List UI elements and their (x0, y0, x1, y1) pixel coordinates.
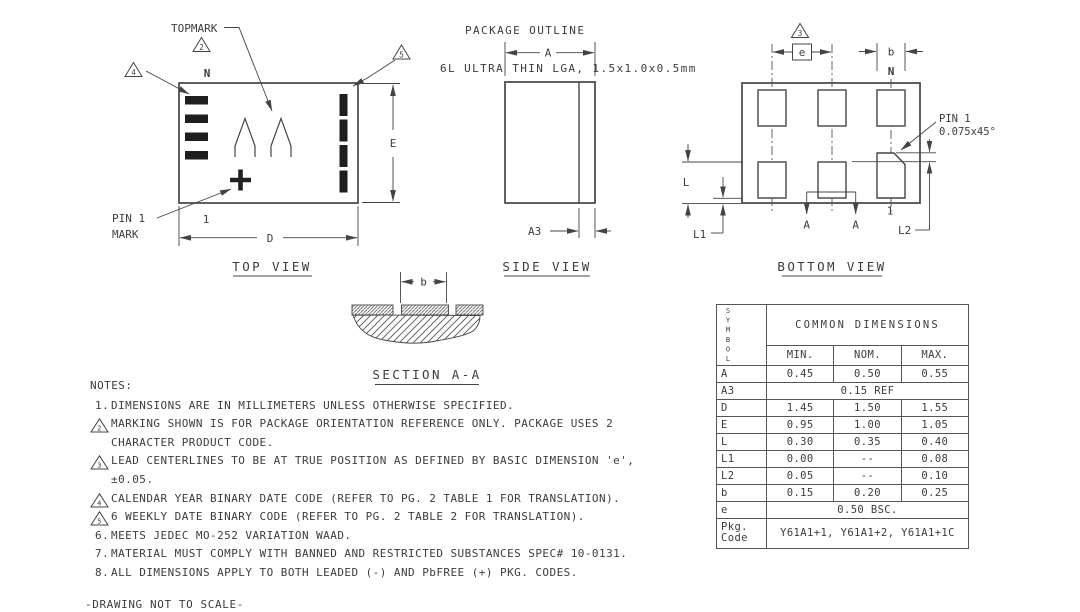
symbol-header-label: SYMBOL (724, 307, 732, 365)
svg-text:3: 3 (97, 461, 102, 470)
pin1-mark-label-line1: PIN 1 (112, 212, 146, 225)
topmark-label: TOPMARK (171, 22, 218, 35)
table-row: A3 0.15 REF (717, 382, 969, 399)
pin1-pad-chamfered (877, 153, 905, 198)
title-line1: PACKAGE OUTLINE (465, 24, 586, 37)
section-arrow-label-left: A (803, 218, 811, 232)
note-triangle-4-icon (90, 490, 111, 508)
notes-block (90, 377, 665, 583)
symbol-header-cell (717, 305, 767, 366)
note-item-3 (90, 452, 665, 471)
table-row: L1 0.00 -- 0.08 (717, 450, 969, 467)
note-number: 6. (95, 528, 110, 542)
pin1-callout-line2: 0.075x45° (939, 126, 996, 138)
bottom-view-n-label: N (887, 65, 895, 78)
dim-l-l1 (682, 144, 742, 233)
dim-label-e-pitch: e (798, 46, 806, 59)
note-item-3-cont (90, 471, 665, 490)
dim-label-b-bottom: b (887, 45, 895, 59)
note-number: 8. (95, 565, 110, 579)
svg-text:5: 5 (399, 50, 404, 60)
note-ref-triangle-4-icon (125, 63, 189, 95)
top-view-pin1-number: 1 (202, 213, 210, 226)
svg-text:4: 4 (131, 67, 136, 77)
svg-text:3: 3 (797, 28, 803, 38)
note-item-2 (90, 415, 665, 434)
section-body-hatched (353, 315, 480, 343)
bottom-view-caption: BOTTOM VIEW (777, 259, 887, 274)
table-row: L2 0.05 -- 0.10 (717, 467, 969, 484)
pin1-mark-label-line2: MARK (112, 228, 139, 241)
col-header-nom: NOM. (834, 345, 901, 365)
note-text: MARKING SHOWN IS FOR PACKAGE ORIENTATION REFERENCE ONLY. PACKAGE USES 2 (111, 417, 614, 431)
note-item-2-cont (90, 434, 665, 453)
svg-text:4: 4 (97, 499, 102, 508)
note-text: DIMENSIONS ARE IN MILLIMETERS UNLESS OTHERWISE SPECIFIED. (111, 398, 515, 412)
note-item-7 (90, 545, 665, 564)
note-triangle-5-icon (90, 508, 111, 526)
notes-heading: NOTES: (90, 379, 133, 392)
table-row: L 0.30 0.35 0.40 (717, 433, 969, 450)
section-pad-strip (352, 305, 483, 315)
dim-label-a3: A3 (528, 225, 542, 238)
note-triangle-2-icon (90, 415, 111, 433)
top-view-n-label: N (203, 67, 211, 80)
dimension-table (716, 304, 969, 549)
dim-label-l1: L1 (693, 228, 707, 241)
note-triangle-3-icon (90, 452, 111, 470)
note-item-6 (90, 527, 665, 546)
note-ref-triangle-3-icon (792, 24, 809, 38)
table-row: D 1.45 1.50 1.55 (717, 399, 969, 416)
note-text: CHARACTER PRODUCT CODE. (111, 435, 274, 449)
note-text: LEAD CENTERLINES TO BE AT TRUE POSITION AS DEFINED BY BASIC DIMENSION 'e', (111, 454, 635, 468)
note-item-1 (90, 397, 665, 416)
dim-label-b-section: b (420, 275, 427, 289)
bottom-view (682, 24, 996, 277)
table-row: A 0.45 0.50 0.55 (717, 365, 969, 382)
section-view-caption: SECTION A-A (372, 367, 482, 382)
note-text: CALENDAR YEAR BINARY DATE CODE (REFER TO PG. 2 TABLE 1 FOR TRANSLATION). (111, 491, 621, 505)
drawing-title (440, 0, 697, 88)
svg-text:2: 2 (97, 424, 102, 433)
dim-label-l2: L2 (898, 224, 912, 237)
svg-text:2: 2 (199, 42, 204, 52)
pin1-callout-line1: PIN 1 (939, 113, 971, 125)
dim-label-l: L (682, 176, 690, 189)
note-ref-triangle-5-icon (353, 45, 410, 86)
note-item-5 (90, 508, 665, 527)
section-view (352, 272, 483, 385)
dim-a3 (550, 208, 611, 238)
table-row: E 0.95 1.00 1.05 (717, 416, 969, 433)
common-dimensions-header: COMMON DIMENSIONS (767, 305, 969, 346)
col-header-max: MAX. (901, 345, 968, 365)
note-number: 1. (95, 398, 110, 412)
note-ref-triangle-2-icon (193, 38, 210, 52)
note-text: ±0.05. (111, 472, 154, 486)
top-view-caption: TOP VIEW (232, 259, 312, 274)
svg-text:5: 5 (97, 517, 102, 526)
note-text: ALL DIMENSIONS APPLY TO BOTH LEADED (-) AND PbFREE (+) PKG. CODES. (111, 565, 578, 579)
note-text: 6 WEEKLY DATE BINARY CODE (REFER TO PG. 2 TABLE 2 FOR TRANSLATION). (111, 510, 585, 524)
side-view-package-outline (505, 82, 595, 203)
bottom-view-pin1-number: 1 (886, 204, 894, 218)
not-to-scale-note: -DRAWING NOT TO SCALE- (85, 598, 244, 611)
side-view-caption: SIDE VIEW (502, 259, 592, 274)
note-item-4 (90, 490, 665, 509)
table-row: Pkg. Code Y61A1+1, Y61A1+2, Y61A1+1C (717, 518, 969, 548)
dim-label-e: E (389, 137, 397, 150)
col-header-min: MIN. (767, 345, 834, 365)
note-number: 7. (95, 547, 110, 561)
note-text: MEETS JEDEC MO-252 VARIATION WAAD. (111, 528, 352, 542)
dim-e-basic (773, 44, 831, 60)
section-arrow-label-right: A (852, 218, 860, 232)
note-item-8 (90, 564, 665, 583)
note-text: MATERIAL MUST COMPLY WITH BANNED AND RESTRICTED SUBSTANCES SPEC# 10-0131. (111, 547, 628, 561)
table-row: b 0.15 0.20 0.25 (717, 484, 969, 501)
dim-label-d: D (266, 232, 274, 245)
title-line2: 6L ULTRA THIN LGA, 1.5x1.0x0.5mm (440, 61, 697, 75)
dim-label-a: A (544, 46, 552, 60)
top-view (112, 22, 410, 276)
table-row: e 0.50 BSC. (717, 501, 969, 518)
